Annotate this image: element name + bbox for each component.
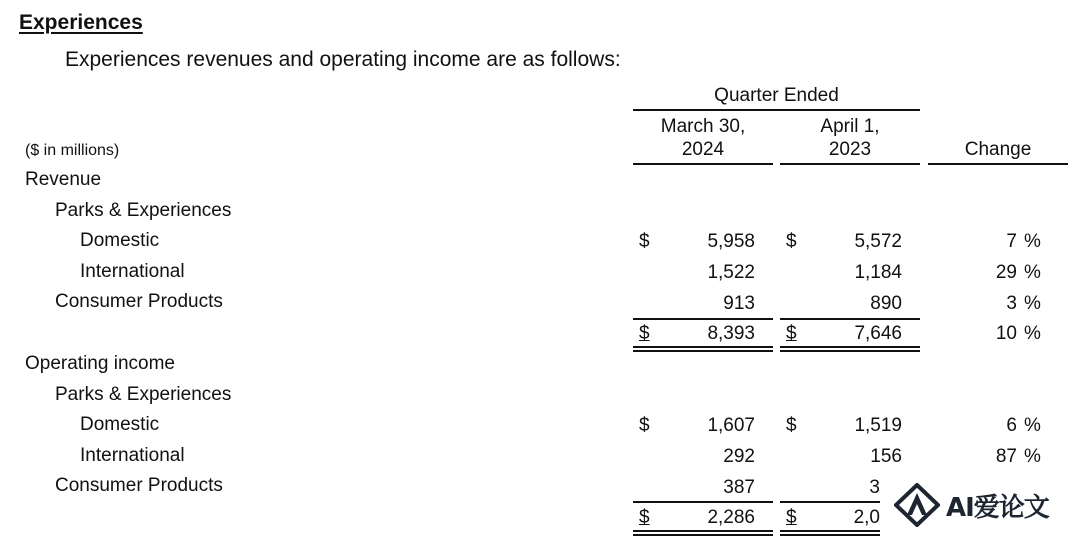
header-quarter-ended: Quarter Ended	[714, 85, 839, 106]
revenue-total-2023: 7,646	[854, 323, 902, 344]
revenue-subtotal-rule-col2	[780, 318, 920, 320]
operating-subtotal-rule-col1	[633, 501, 773, 503]
header-col3-rule	[928, 163, 1068, 165]
dollar-sign: $	[639, 415, 650, 436]
percent-sign: %	[1024, 293, 1041, 314]
operating-domestic-label: Domestic	[80, 414, 160, 435]
header-col2-rule	[780, 163, 920, 165]
revenue-parks-label: Parks & Experiences	[55, 200, 232, 221]
revenue-subtotal-rule-col1	[633, 318, 773, 320]
revenue-domestic-label: Domestic	[80, 230, 160, 251]
operating-domestic-change: 6	[1006, 415, 1017, 436]
operating-total-double-rule-col1	[633, 534, 773, 536]
operating-domestic-2024: 1,607	[707, 415, 755, 436]
revenue-total-double-rule-col1	[633, 350, 773, 352]
revenue-consumer-label: Consumer Products	[55, 291, 223, 312]
operating-domestic-2023: 1,519	[854, 415, 902, 436]
percent-sign: %	[1024, 323, 1041, 344]
dollar-sign: $	[786, 507, 797, 528]
dollar-sign: $	[639, 507, 650, 528]
revenue-domestic-change: 7	[1006, 231, 1017, 252]
revenue-consumer-change: 3	[1006, 293, 1017, 314]
section-title: Experiences	[19, 11, 143, 34]
revenue-total-2024: 8,393	[707, 323, 755, 344]
revenue-total-double-rule-col2	[780, 350, 920, 352]
dollar-sign: $	[786, 323, 797, 344]
operating-total-2024: 2,286	[707, 507, 755, 528]
operating-total-double-rule-col2	[780, 530, 880, 532]
revenue-international-2024: 1,522	[707, 262, 755, 283]
watermark	[894, 483, 1049, 527]
operating-parks-label: Parks & Experiences	[55, 384, 232, 405]
revenue-international-change: 29	[995, 262, 1017, 283]
header-col2-line1: April 1,	[820, 116, 880, 137]
units-label: ($ in millions)	[25, 142, 120, 159]
header-col1-rule	[633, 163, 773, 165]
revenue-consumer-2024: 913	[723, 293, 755, 314]
header-group-rule	[633, 109, 920, 111]
operating-international-2024: 292	[723, 446, 755, 467]
percent-sign: %	[1024, 415, 1041, 436]
header-col1-line1: March 30,	[660, 116, 746, 137]
dollar-sign: $	[639, 323, 650, 344]
revenue-domestic-2024: 5,958	[707, 231, 755, 252]
revenue-domestic-2023: 5,572	[854, 231, 902, 252]
revenue-consumer-2023: 890	[870, 293, 902, 314]
operating-total-2023: 2,0	[853, 507, 880, 528]
percent-sign: %	[1024, 446, 1041, 467]
ai-logo-icon	[894, 483, 940, 527]
revenue-label: Revenue	[25, 169, 102, 190]
header-col1-line2: 2024	[681, 139, 725, 160]
revenue-total-double-rule-col2	[780, 346, 920, 348]
revenue-international-label: International	[80, 261, 185, 282]
revenue-total-change: 10	[995, 323, 1017, 344]
operating-consumer-2024: 387	[723, 477, 755, 498]
dollar-sign: $	[786, 231, 797, 252]
header-change: Change	[964, 139, 1032, 160]
operating-international-change: 87	[995, 446, 1017, 467]
operating-consumer-label: Consumer Products	[55, 475, 223, 496]
operating-label: Operating income	[25, 353, 175, 374]
intro-text: Experiences revenues and operating income are as follows:	[65, 48, 621, 71]
operating-international-2023: 156	[870, 446, 902, 467]
operating-international-label: International	[80, 445, 185, 466]
operating-total-double-rule-col2	[780, 534, 880, 536]
revenue-total-double-rule-col1	[633, 346, 773, 348]
header-col2-line2: 2023	[828, 139, 872, 160]
operating-subtotal-rule-col2	[780, 501, 880, 503]
percent-sign: %	[1024, 231, 1041, 252]
operating-consumer-2023: 3	[869, 477, 880, 498]
percent-sign: %	[1024, 262, 1041, 283]
dollar-sign: $	[786, 415, 797, 436]
dollar-sign: $	[639, 231, 650, 252]
watermark-text: AI爱论文	[946, 492, 1049, 523]
operating-total-double-rule-col1	[633, 530, 773, 532]
revenue-international-2023: 1,184	[854, 262, 902, 283]
